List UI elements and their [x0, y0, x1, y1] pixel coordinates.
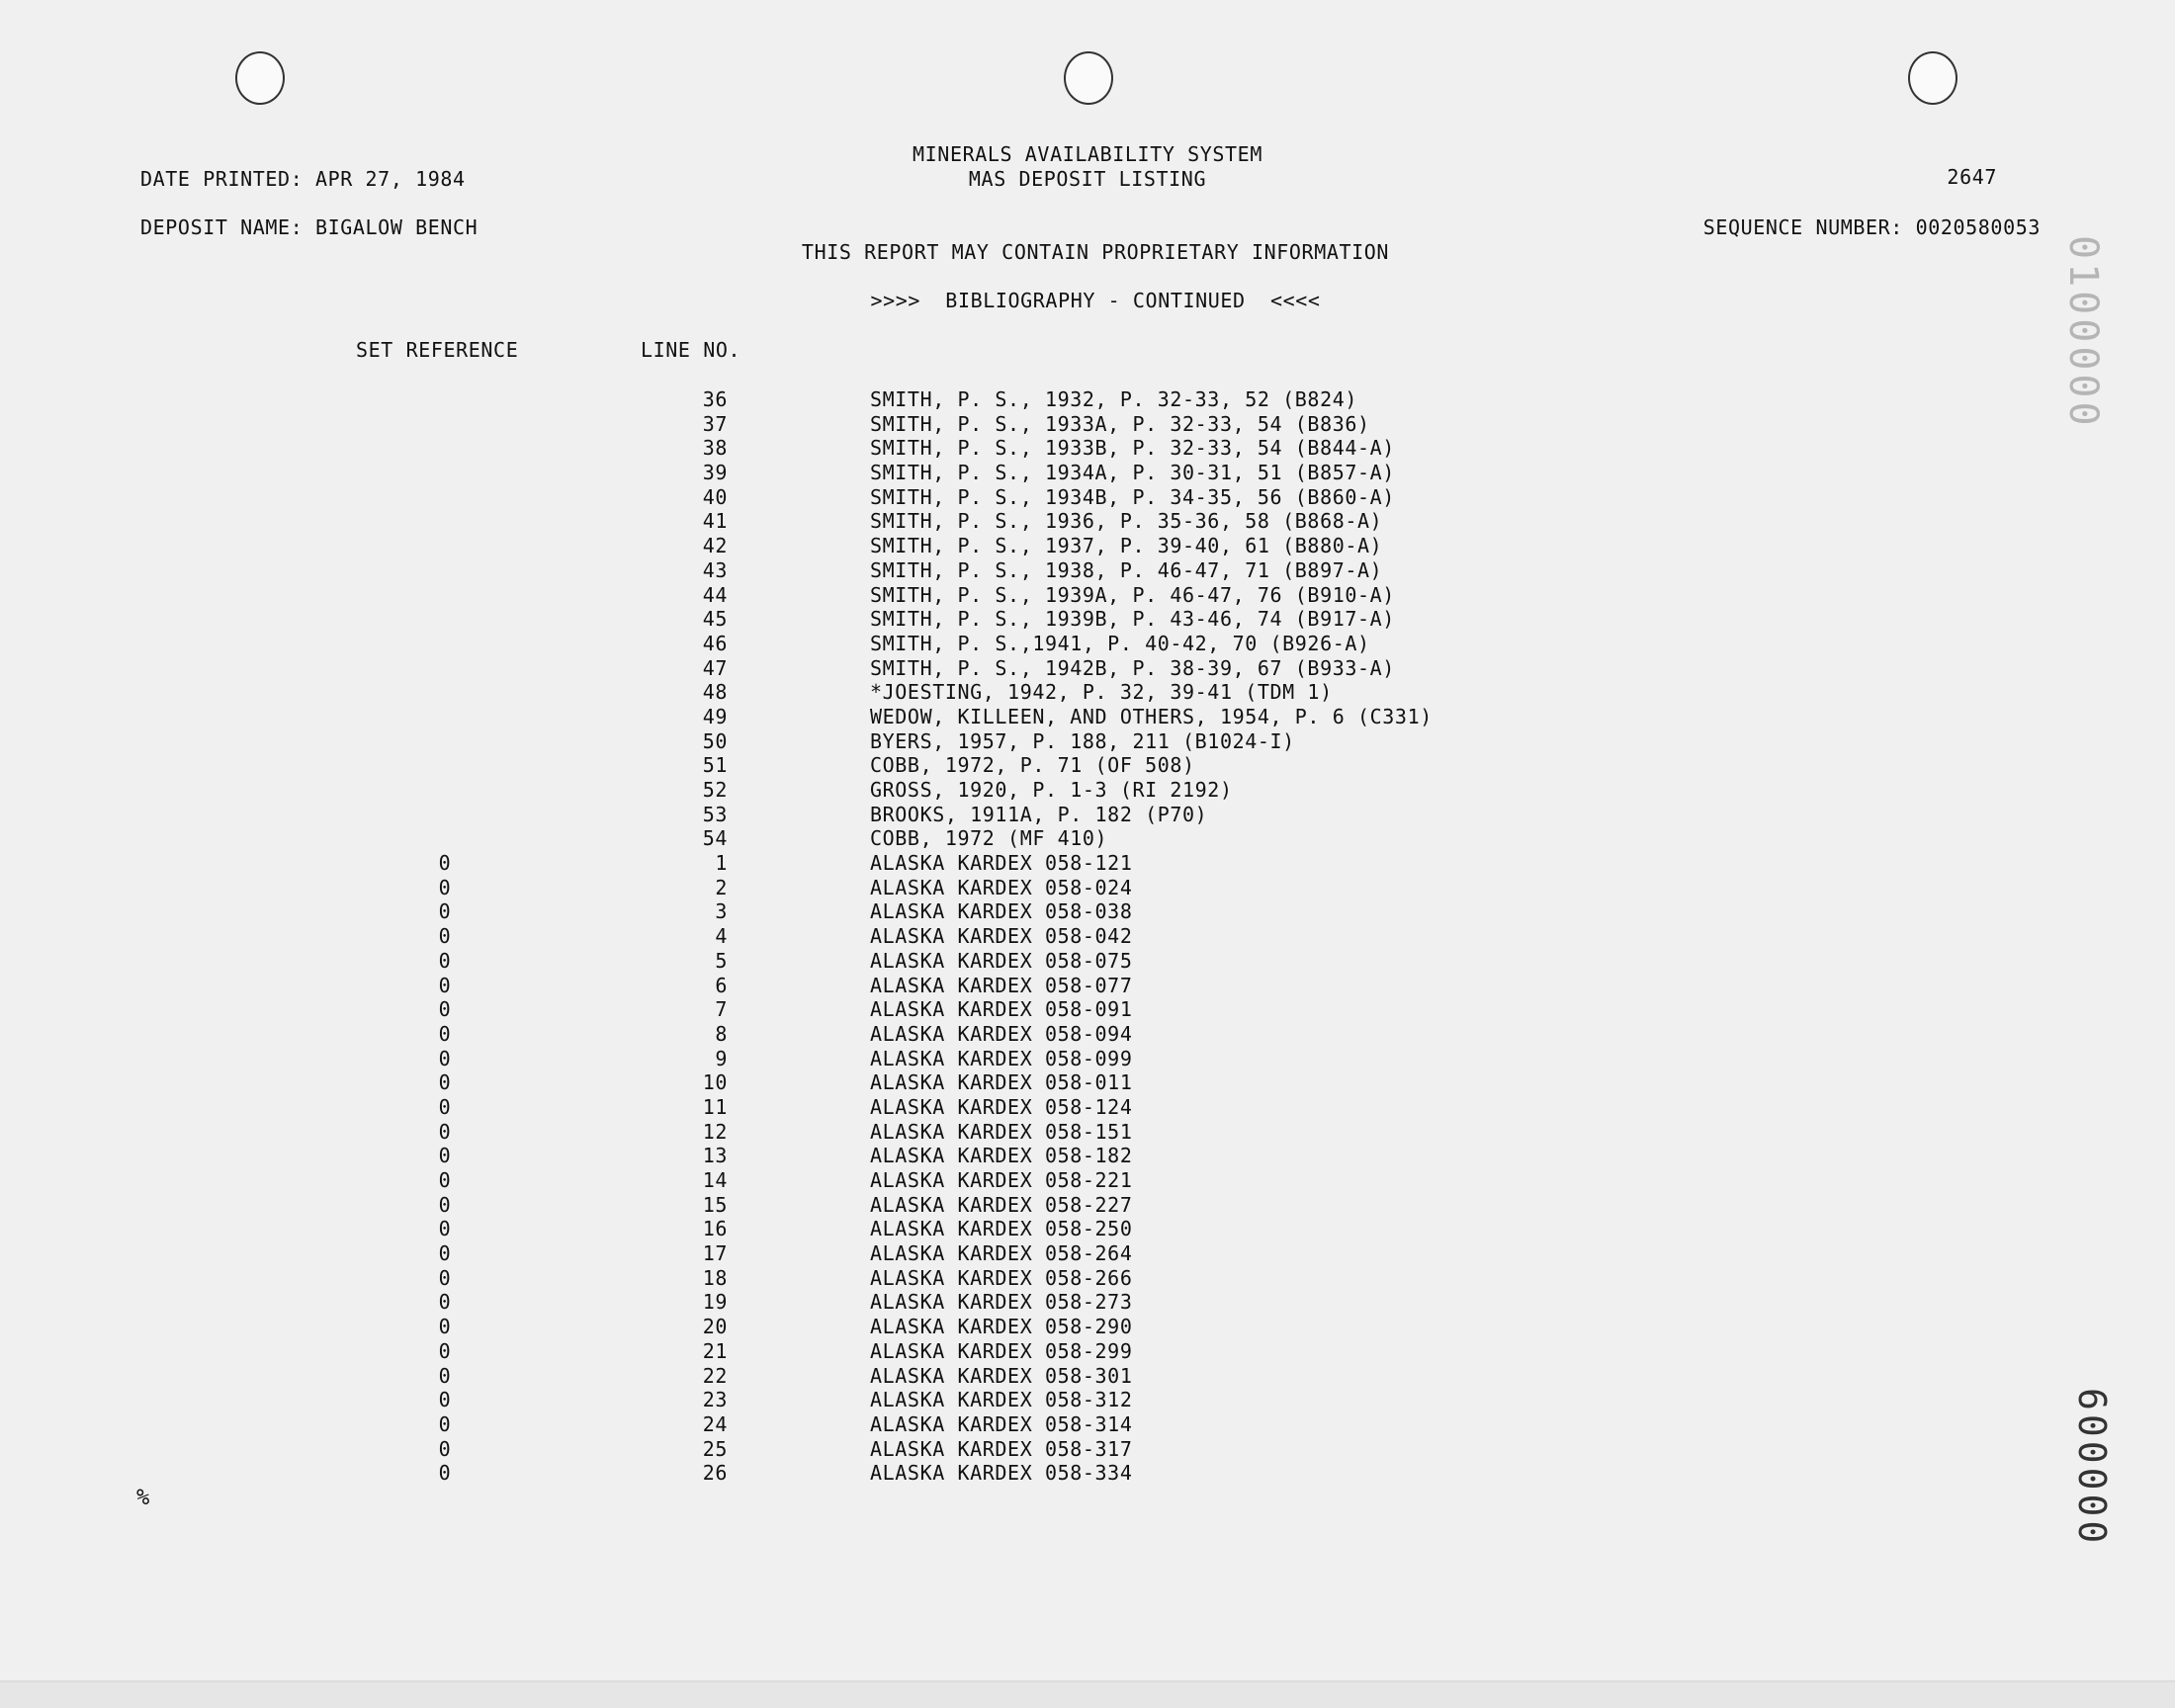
- reference-cell: ALASKA KARDEX 058-301: [870, 1363, 1133, 1388]
- reference-cell: ALASKA KARDEX 058-024: [870, 875, 1133, 899]
- line-number-cell: 4: [715, 924, 728, 949]
- line-number-cell: 11: [702, 1094, 728, 1119]
- reference-cell: SMITH, P. S., 1933B, P. 32-33, 54 (B844-A): [870, 436, 1395, 461]
- line-number-cell: 42: [702, 534, 728, 558]
- table-row: [0, 729, 2175, 754]
- table-row: [0, 899, 2175, 924]
- table-row: [0, 1388, 2175, 1412]
- set-reference-cell: 0: [438, 1168, 452, 1192]
- set-reference-cell: 0: [438, 1290, 452, 1315]
- line-number-cell: 24: [702, 1411, 728, 1436]
- line-number-cell: 23: [702, 1388, 728, 1412]
- table-row: [0, 949, 2175, 974]
- listing-title: MAS DEPOSIT LISTING: [968, 167, 1207, 191]
- set-reference-cell: 0: [438, 1021, 452, 1046]
- sequence-number: SEQUENCE NUMBER: 0020580053: [1702, 215, 2041, 239]
- table-row: [0, 1095, 2175, 1120]
- table-row: [0, 997, 2175, 1022]
- set-reference-cell: 0: [438, 1363, 452, 1388]
- table-row: [0, 680, 2175, 705]
- column-header-set-reference: SET REFERENCE: [356, 338, 519, 362]
- set-reference-cell: 0: [438, 973, 452, 997]
- table-row: [0, 436, 2175, 461]
- set-reference-cell: 0: [438, 1315, 452, 1339]
- reference-cell: SMITH, P. S., 1933A, P. 32-33, 54 (B836): [870, 411, 1370, 436]
- reference-cell: ALASKA KARDEX 058-334: [870, 1461, 1133, 1486]
- line-number-cell: 3: [715, 899, 728, 924]
- line-number-cell: 39: [702, 461, 728, 485]
- table-row: [0, 1022, 2175, 1047]
- line-number-cell: 15: [702, 1192, 728, 1217]
- reference-cell: ALASKA KARDEX 058-317: [870, 1436, 1133, 1461]
- set-reference-cell: 0: [438, 1217, 452, 1241]
- reference-cell: ALASKA KARDEX 058-264: [870, 1241, 1133, 1266]
- reference-cell: SMITH, P. S., 1937, P. 39-40, 61 (B880-A): [870, 534, 1383, 558]
- set-reference-cell: 0: [438, 1388, 452, 1412]
- table-row: [0, 461, 2175, 485]
- line-number-cell: 1: [715, 851, 728, 876]
- bibliography-table: [0, 387, 2175, 1486]
- line-number-cell: 7: [715, 997, 728, 1022]
- table-row: [0, 558, 2175, 583]
- set-reference-cell: 0: [438, 1094, 452, 1119]
- table-row: [0, 1241, 2175, 1266]
- reference-cell: ALASKA KARDEX 058-221: [870, 1168, 1133, 1192]
- reference-cell: ALASKA KARDEX 058-182: [870, 1144, 1133, 1168]
- reference-cell: COBB, 1972 (MF 410): [870, 826, 1108, 851]
- reference-cell: ALASKA KARDEX 058-011: [870, 1070, 1133, 1095]
- line-number-cell: 12: [702, 1119, 728, 1144]
- reference-cell: ALASKA KARDEX 058-151: [870, 1119, 1133, 1144]
- line-number-cell: 22: [702, 1363, 728, 1388]
- table-row: [0, 924, 2175, 949]
- reference-cell: BROOKS, 1911A, P. 182 (P70): [870, 802, 1208, 826]
- reference-cell: BYERS, 1957, P. 188, 211 (B1024-I): [870, 728, 1295, 753]
- reference-cell: SMITH, P. S., 1939B, P. 43-46, 74 (B917-A): [870, 607, 1395, 632]
- line-number-cell: 26: [702, 1461, 728, 1486]
- table-row: [0, 1193, 2175, 1218]
- table-row: [0, 778, 2175, 803]
- reference-cell: ALASKA KARDEX 058-077: [870, 973, 1133, 997]
- reference-cell: *JOESTING, 1942, P. 32, 39-41 (TDM 1): [870, 680, 1333, 705]
- reference-cell: SMITH, P. S., 1942B, P. 38-39, 67 (B933-A): [870, 655, 1395, 680]
- punch-hole-center: [1064, 51, 1113, 105]
- line-number-cell: 45: [702, 607, 728, 632]
- table-row: [0, 412, 2175, 437]
- reference-cell: ALASKA KARDEX 058-250: [870, 1217, 1133, 1241]
- set-reference-cell: 0: [438, 1241, 452, 1266]
- table-row: [0, 1315, 2175, 1339]
- set-reference-cell: 0: [438, 924, 452, 949]
- reference-cell: SMITH, P. S., 1932, P. 32-33, 52 (B824): [870, 387, 1357, 411]
- reference-cell: WEDOW, KILLEEN, AND OTHERS, 1954, P. 6 (C331): [870, 704, 1433, 728]
- line-number-cell: 50: [702, 728, 728, 753]
- line-number-cell: 38: [702, 436, 728, 461]
- reference-cell: ALASKA KARDEX 058-075: [870, 948, 1133, 973]
- table-row: [0, 632, 2175, 656]
- table-row: [0, 803, 2175, 827]
- table-row: [0, 607, 2175, 632]
- set-reference-cell: 0: [438, 1436, 452, 1461]
- reference-cell: ALASKA KARDEX 058-094: [870, 1021, 1133, 1046]
- line-number-cell: 18: [702, 1265, 728, 1290]
- table-row: [0, 387, 2175, 412]
- set-reference-cell: 0: [438, 875, 452, 899]
- line-number-cell: 16: [702, 1217, 728, 1241]
- table-row: [0, 1047, 2175, 1071]
- line-number-cell: 40: [702, 484, 728, 509]
- reference-cell: SMITH, P. S., 1934B, P. 34-35, 56 (B860-A): [870, 484, 1395, 509]
- table-row: [0, 1339, 2175, 1364]
- line-number-cell: 37: [702, 411, 728, 436]
- reference-cell: ALASKA KARDEX 058-290: [870, 1315, 1133, 1339]
- set-reference-cell: 0: [438, 899, 452, 924]
- table-row: [0, 753, 2175, 778]
- set-reference-cell: 0: [438, 851, 452, 876]
- line-number-cell: 5: [715, 948, 728, 973]
- line-number-cell: 21: [702, 1338, 728, 1363]
- reference-cell: GROSS, 1920, P. 1-3 (RI 2192): [870, 778, 1233, 802]
- set-reference-cell: 0: [438, 1119, 452, 1144]
- set-reference-cell: 0: [438, 1461, 452, 1486]
- set-reference-cell: 0: [438, 948, 452, 973]
- date-printed: DATE PRINTED: APR 27, 1984: [140, 167, 466, 191]
- proprietary-notice: THIS REPORT MAY CONTAIN PROPRIETARY INFORMATION: [801, 240, 1390, 264]
- reference-cell: ALASKA KARDEX 058-099: [870, 1046, 1133, 1070]
- table-row: [0, 851, 2175, 876]
- line-number-cell: 25: [702, 1436, 728, 1461]
- reference-cell: COBB, 1972, P. 71 (OF 508): [870, 753, 1195, 778]
- line-number-cell: 9: [715, 1046, 728, 1070]
- table-row: [0, 1364, 2175, 1389]
- reference-cell: ALASKA KARDEX 058-266: [870, 1265, 1133, 1290]
- line-number-cell: 10: [702, 1070, 728, 1095]
- reference-cell: SMITH, P. S., 1934A, P. 30-31, 51 (B857-A): [870, 461, 1395, 485]
- set-reference-cell: 0: [438, 1046, 452, 1070]
- table-row: [0, 1120, 2175, 1145]
- reference-cell: ALASKA KARDEX 058-299: [870, 1338, 1133, 1363]
- reference-cell: SMITH, P. S., 1938, P. 46-47, 71 (B897-A): [870, 557, 1383, 582]
- line-number-cell: 43: [702, 557, 728, 582]
- table-row: [0, 1461, 2175, 1486]
- set-reference-cell: 0: [438, 1070, 452, 1095]
- line-number-cell: 52: [702, 778, 728, 802]
- column-header-line-no: LINE NO.: [641, 338, 741, 362]
- reference-cell: SMITH, P. S., 1936, P. 35-36, 58 (B868-A): [870, 509, 1383, 534]
- line-number-cell: 14: [702, 1168, 728, 1192]
- line-number-cell: 49: [702, 704, 728, 728]
- reference-cell: SMITH, P. S.,1941, P. 40-42, 70 (B926-A): [870, 631, 1370, 655]
- margin-stamp-faint: 0100000: [2060, 235, 2106, 430]
- table-row: [0, 509, 2175, 534]
- percent-mark: %: [136, 1486, 150, 1510]
- line-number-cell: 53: [702, 802, 728, 826]
- reference-cell: ALASKA KARDEX 058-227: [870, 1192, 1133, 1217]
- table-row: [0, 1437, 2175, 1462]
- line-number-cell: 17: [702, 1241, 728, 1266]
- line-number-cell: 20: [702, 1315, 728, 1339]
- line-number-cell: 13: [702, 1144, 728, 1168]
- deposit-name: DEPOSIT NAME: BIGALOW BENCH: [140, 215, 478, 239]
- reference-cell: ALASKA KARDEX 058-121: [870, 851, 1133, 876]
- table-row: [0, 1144, 2175, 1168]
- line-number-cell: 2: [715, 875, 728, 899]
- table-row: [0, 705, 2175, 729]
- line-number-cell: 54: [702, 826, 728, 851]
- table-row: [0, 1412, 2175, 1437]
- line-number-cell: 36: [702, 387, 728, 411]
- set-reference-cell: 0: [438, 1338, 452, 1363]
- reference-cell: ALASKA KARDEX 058-312: [870, 1388, 1133, 1412]
- line-number-cell: 44: [702, 582, 728, 607]
- punch-hole-left: [235, 51, 285, 105]
- line-number-cell: 8: [715, 1021, 728, 1046]
- line-number-cell: 46: [702, 631, 728, 655]
- set-reference-cell: 0: [438, 1265, 452, 1290]
- reference-cell: ALASKA KARDEX 058-091: [870, 997, 1133, 1022]
- system-title: MINERALS AVAILABILITY SYSTEM: [913, 142, 1262, 166]
- punch-hole-right: [1908, 51, 1958, 105]
- table-row: [0, 1168, 2175, 1193]
- table-row: [0, 974, 2175, 998]
- line-number-cell: 48: [702, 680, 728, 705]
- reference-cell: ALASKA KARDEX 058-273: [870, 1290, 1133, 1315]
- table-row: [0, 1070, 2175, 1095]
- set-reference-cell: 0: [438, 1144, 452, 1168]
- line-number-cell: 6: [715, 973, 728, 997]
- set-reference-cell: 0: [438, 997, 452, 1022]
- reference-cell: SMITH, P. S., 1939A, P. 46-47, 76 (B910-A): [870, 582, 1395, 607]
- line-number-cell: 19: [702, 1290, 728, 1315]
- table-row: [0, 534, 2175, 558]
- reference-cell: ALASKA KARDEX 058-314: [870, 1411, 1133, 1436]
- set-reference-cell: 0: [438, 1192, 452, 1217]
- table-row: [0, 583, 2175, 608]
- line-number-cell: 51: [702, 753, 728, 778]
- line-number-cell: 41: [702, 509, 728, 534]
- line-number-cell: 47: [702, 655, 728, 680]
- margin-stamp-dark: 600000: [2070, 1388, 2114, 1548]
- reference-cell: ALASKA KARDEX 058-124: [870, 1094, 1133, 1119]
- page-number: 2647: [1947, 165, 1997, 189]
- table-row: [0, 826, 2175, 851]
- reference-cell: ALASKA KARDEX 058-038: [870, 899, 1133, 924]
- table-row: [0, 1217, 2175, 1241]
- table-row: [0, 1266, 2175, 1291]
- table-row: [0, 485, 2175, 510]
- table-row: [0, 656, 2175, 681]
- reference-cell: ALASKA KARDEX 058-042: [870, 924, 1133, 949]
- set-reference-cell: 0: [438, 1411, 452, 1436]
- table-row: [0, 876, 2175, 900]
- section-title: >>>> BIBLIOGRAPHY - CONTINUED <<<<: [870, 289, 1321, 312]
- table-row: [0, 1290, 2175, 1315]
